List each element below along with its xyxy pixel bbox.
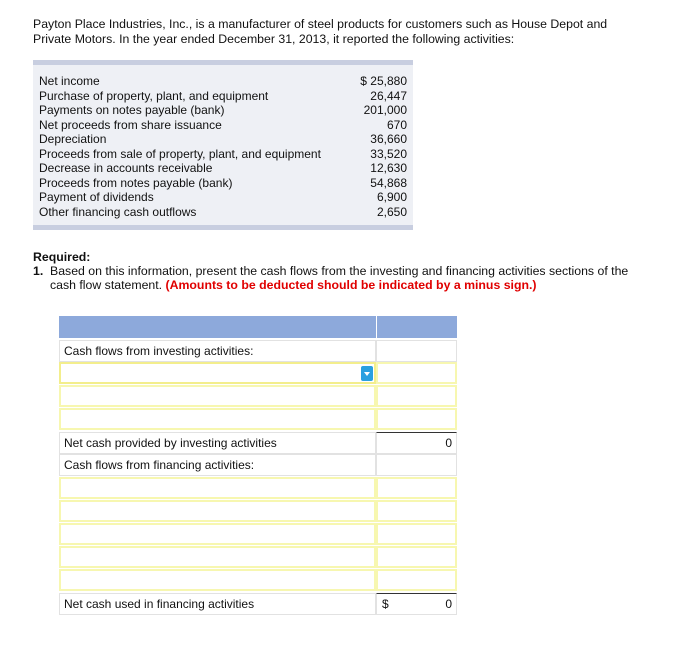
header-cell-amount xyxy=(377,316,457,338)
financing-line-1-amount[interactable] xyxy=(376,477,457,499)
table-row xyxy=(39,190,409,205)
table-row xyxy=(59,569,457,591)
header-cell-label xyxy=(59,316,377,338)
required-note: (Amounts to be deducted should be indicated by a minus sign.) xyxy=(165,278,537,292)
investing-line-2-dropdown[interactable] xyxy=(59,385,376,407)
table-row xyxy=(39,132,409,147)
table-row xyxy=(39,74,409,89)
empty-cell xyxy=(376,454,457,476)
table-row xyxy=(39,176,409,191)
required-text: Based on this information, present the cash flows from the investing and financing activities sections of the cash flow statement. xyxy=(50,264,629,292)
row-label: Payments on notes payable (bank) xyxy=(39,103,225,117)
row-label: Net income xyxy=(39,74,100,88)
financing-line-2-amount[interactable] xyxy=(376,500,457,522)
row-value: 201,000 xyxy=(363,103,407,117)
financing-line-4-dropdown[interactable] xyxy=(59,546,376,568)
row-label: Net proceeds from share issuance xyxy=(39,117,222,132)
investing-line-3-dropdown[interactable] xyxy=(59,408,376,430)
currency-symbol: $ xyxy=(382,597,389,611)
table-bottom-bar xyxy=(33,225,413,230)
row-label: Decrease in accounts receivable xyxy=(39,161,213,175)
problem-intro: Payton Place Industries, Inc., is a manufacturer of steel products for customers such as House Depot and Private Motors. In the year ended December 31, 2013, it reported the following activities: xyxy=(33,17,608,46)
table-row xyxy=(39,147,409,162)
row-label: Proceeds from notes payable (bank) xyxy=(39,175,233,190)
financing-line-4-amount[interactable] xyxy=(376,546,457,568)
activities-rows xyxy=(33,65,413,225)
required-section xyxy=(33,250,643,292)
activities-table xyxy=(33,60,413,230)
financing-total-value: 0 xyxy=(445,597,452,611)
row-value: $ 25,880 xyxy=(360,74,407,88)
row-label: Depreciation xyxy=(39,132,107,146)
row-label: Purchase of property, plant, and equipment xyxy=(39,88,269,103)
row-value: 26,447 xyxy=(370,88,407,103)
row-label: Payment of dividends xyxy=(39,190,154,204)
required-title: Required: xyxy=(33,250,91,264)
table-row xyxy=(59,408,457,430)
table-row xyxy=(59,362,457,384)
investing-total-label: Net cash provided by investing activities xyxy=(59,432,376,454)
table-row xyxy=(59,340,457,362)
empty-cell xyxy=(376,340,457,362)
row-value: 54,868 xyxy=(370,175,407,190)
financing-line-3-dropdown[interactable] xyxy=(59,523,376,545)
financing-line-5-dropdown[interactable] xyxy=(59,569,376,591)
financing-line-2-dropdown[interactable] xyxy=(59,500,376,522)
table-row xyxy=(59,477,457,499)
row-label: Proceeds from sale of property, plant, and equipment xyxy=(39,146,321,161)
table-row xyxy=(59,385,457,407)
table-row xyxy=(39,205,409,220)
row-value: 33,520 xyxy=(370,146,407,161)
financing-line-1-dropdown[interactable] xyxy=(59,477,376,499)
table-row xyxy=(59,500,457,522)
financing-line-5-amount[interactable] xyxy=(376,569,457,591)
investing-total-value: 0 xyxy=(376,432,457,454)
financing-total-cell xyxy=(376,593,457,615)
required-text-wrap xyxy=(50,264,643,292)
row-value: 2,650 xyxy=(376,204,407,219)
table-row xyxy=(59,454,457,476)
table-row xyxy=(59,432,457,454)
row-value: 12,630 xyxy=(370,161,407,175)
investing-line-3-amount[interactable] xyxy=(376,408,457,430)
table-row xyxy=(39,118,409,133)
table-row xyxy=(39,103,409,118)
table-row xyxy=(59,593,457,615)
required-item xyxy=(33,264,643,292)
table-row xyxy=(59,546,457,568)
investing-line-2-amount[interactable] xyxy=(376,385,457,407)
investing-line-1-dropdown[interactable] xyxy=(59,362,376,384)
table-row xyxy=(39,161,409,176)
row-value: 36,660 xyxy=(370,132,407,146)
financing-total-label: Net cash used in financing activities xyxy=(59,593,376,615)
investing-heading: Cash flows from investing activities: xyxy=(59,340,376,362)
row-label: Other financing cash outflows xyxy=(39,204,197,219)
chevron-down-icon[interactable] xyxy=(361,366,373,381)
investing-line-1-amount[interactable] xyxy=(376,362,457,384)
row-value: 670 xyxy=(386,117,407,132)
row-value: 6,900 xyxy=(376,190,407,204)
financing-heading: Cash flows from financing activities: xyxy=(59,454,376,476)
table-row xyxy=(39,89,409,104)
worksheet-header xyxy=(59,316,457,338)
cash-flow-worksheet xyxy=(59,316,457,615)
table-row xyxy=(59,523,457,545)
required-number: 1. xyxy=(33,264,44,278)
financing-line-3-amount[interactable] xyxy=(376,523,457,545)
